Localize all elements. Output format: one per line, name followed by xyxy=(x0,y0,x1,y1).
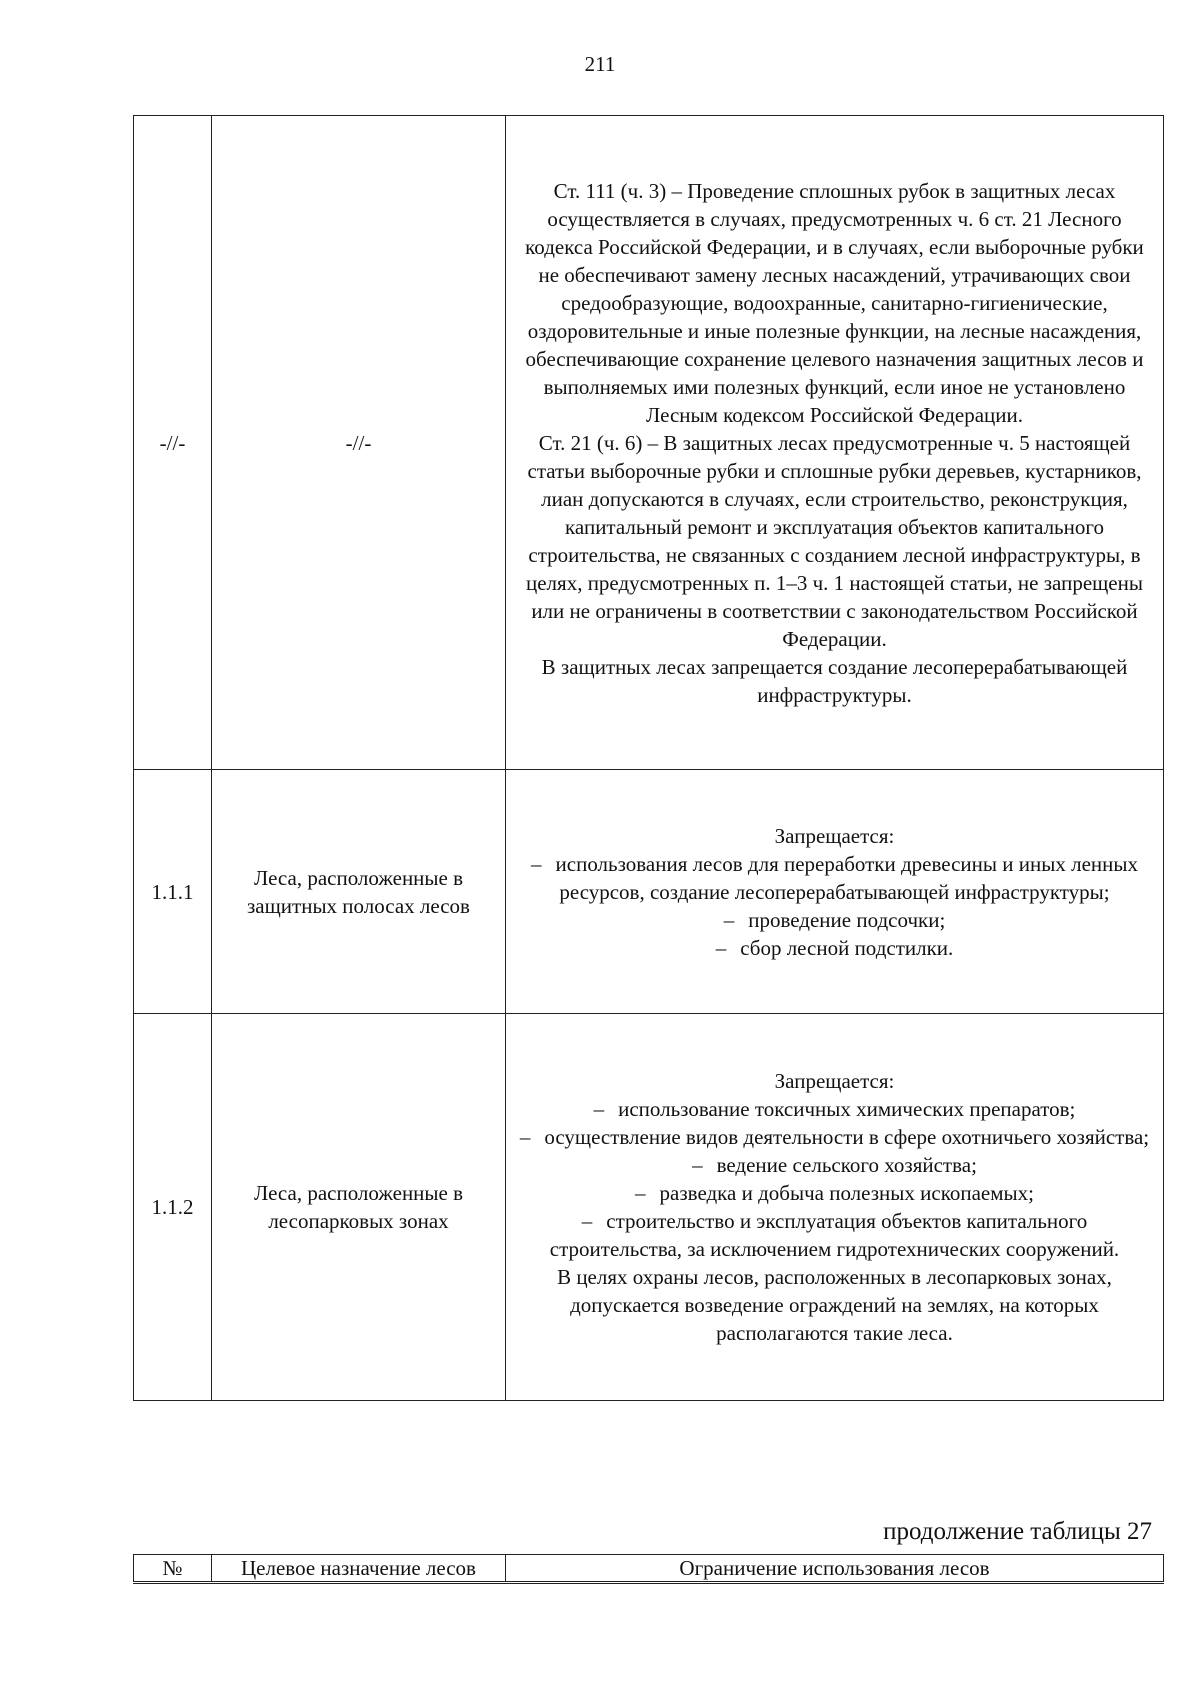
dash-bullet: – xyxy=(635,1181,646,1205)
forest-purpose: Леса, расположенные в лесопарковых зонах xyxy=(212,1014,506,1401)
row-number: -//- xyxy=(134,116,212,770)
restriction-intro: Запрещается: xyxy=(774,1069,895,1093)
list-item: – осуществление видов деятельности в сфере охотничьего хозяйства; xyxy=(519,1125,1150,1149)
restriction-cell xyxy=(506,116,1164,770)
dash-bullet: – xyxy=(593,1097,605,1121)
restriction-closing: В целях охраны лесов, расположенных в лесопарковых зонах, допускается возведение ограждений на землях, на которых располагаются такие леса. xyxy=(557,1265,1112,1345)
restriction-paragraph: Ст. 111 (ч. 3) – Проведение сплошных рубок в защитных лесах осуществляется в случаях, предусмотренных ч. 6 ст. 21 Лесного кодекса Российской Федерации, и в случаях, если выборочные рубки не обеспечивают замену лесных насаждений, утрачивающих свои средообразующие, водоохранные, санитарно-гигиенические, оздоровительные и иные полезные функции, на лесные насаждения, обеспечивающие сохранение целевого назначения защитных лесов и выполняемых ими полезных функций, если иное не установлено Лесным кодексом Российской Федерации. xyxy=(525,178,1144,427)
page-number: 211 xyxy=(584,52,616,76)
restriction-cell xyxy=(506,1014,1164,1401)
list-item: – использование токсичных химических препаратов; xyxy=(593,1097,1076,1121)
dash-bullet: – xyxy=(519,1125,531,1149)
dash-bullet: – xyxy=(531,851,542,876)
row-number: 1.1.2 xyxy=(134,1014,212,1401)
restriction-intro: Запрещается: xyxy=(774,823,895,848)
forest-purpose: -//- xyxy=(212,116,506,770)
header-row xyxy=(134,1555,1164,1583)
restrictions-table xyxy=(133,115,1164,1401)
table-continuation-label: продолжение таблицы 27 xyxy=(883,1518,1152,1545)
header-number: № xyxy=(134,1555,212,1583)
row-number: 1.1.1 xyxy=(134,770,212,1014)
restriction-cell xyxy=(506,770,1164,1014)
list-item: – строительство и эксплуатация объектов капитального строительства, за исключением гидротехнических сооружений. xyxy=(549,1209,1120,1261)
forest-purpose: Леса, расположенные в защитных полосах лесов xyxy=(212,770,506,1014)
header-restriction: Ограничение использования лесов xyxy=(506,1555,1164,1583)
table-row xyxy=(134,116,1164,770)
dash-bullet: – xyxy=(715,935,727,960)
table-header xyxy=(133,1554,1164,1584)
list-item: – проведение подсочки; xyxy=(723,907,946,932)
table-row xyxy=(134,1014,1164,1401)
dash-bullet: – xyxy=(692,1153,703,1177)
list-item: – разведка и добыча полезных ископаемых; xyxy=(635,1181,1034,1205)
header-purpose: Целевое назначение лесов xyxy=(212,1555,506,1583)
dash-bullet: – xyxy=(723,907,735,932)
restriction-paragraph: Ст. 21 (ч. 6) – В защитных лесах предусмотренные ч. 5 настоящей статьи выборочные рубки и сплошные рубки деревьев, кустарников, лиан допускаются в случаях, если строительство, реконструкция, капитальный ремонт и эксплуатация объектов капитального строительства, не связанных с созданием лесной инфраструктуры, в целях, предусмотренных п. 1–3 ч. 1 настоящей статьи, не запрещены или не ограничены в соответствии с законодательством Российской Федерации. xyxy=(526,430,1143,651)
dash-bullet: – xyxy=(581,1209,593,1233)
list-item: – сбор лесной подстилки. xyxy=(715,935,954,960)
list-item: – ведение сельского хозяйства; xyxy=(692,1153,977,1177)
table-row xyxy=(134,770,1164,1014)
restriction-paragraph: В защитных лесах запрещается создание лесоперерабатывающей инфраструктуры. xyxy=(541,654,1128,707)
list-item: – использования лесов для переработки древесины и иных ленных ресурсов, создание лесоперерабатывающей инфраструктуры; xyxy=(531,851,1138,904)
